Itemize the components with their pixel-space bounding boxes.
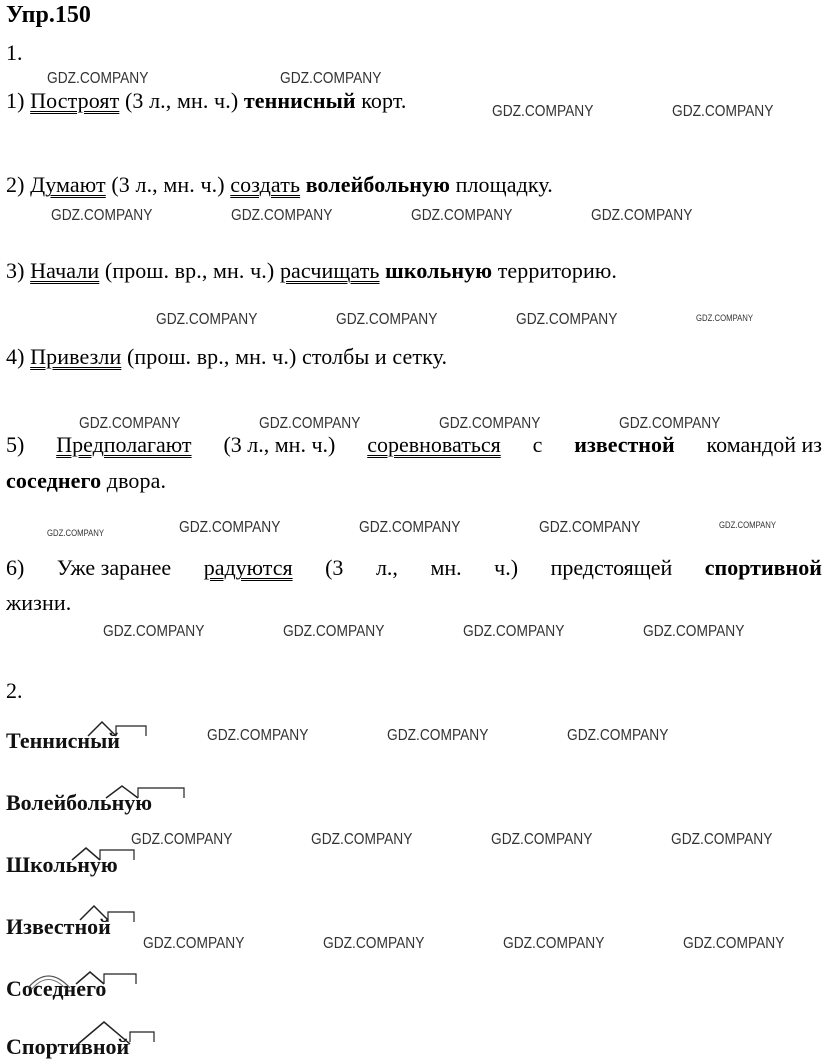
- watermark: GDZ.COMPANY: [491, 831, 593, 848]
- watermark: GDZ.COMPANY: [683, 935, 785, 952]
- watermark: GDZ.COMPANY: [671, 831, 773, 848]
- sentence-6-line-1: [6, 555, 822, 581]
- watermark: GDZ.COMPANY: [696, 313, 754, 323]
- preposition: с: [532, 432, 543, 457]
- adjective: спортивной: [704, 555, 822, 580]
- watermark: GDZ.COMPANY: [439, 415, 541, 432]
- watermark: GDZ.COMPANY: [643, 623, 745, 640]
- predicate: Начали: [30, 258, 100, 283]
- predicate: Предполагают: [56, 432, 192, 457]
- sentence-number: 5): [6, 432, 25, 457]
- morph-word-3: [6, 852, 118, 878]
- sentence-1: [6, 88, 407, 114]
- sentence-middle: предстоящей: [550, 555, 673, 580]
- sentence-number: 2): [6, 172, 25, 197]
- grammar-note: (3 л., мн. ч.): [124, 88, 239, 113]
- watermark: GDZ.COMPANY: [156, 311, 258, 328]
- watermark: GDZ.COMPANY: [47, 70, 149, 87]
- watermark: GDZ.COMPANY: [131, 831, 233, 848]
- morph-word-text: Волейбольную: [6, 790, 153, 815]
- sentence-number: 6): [6, 555, 25, 580]
- morpheme-marks: [6, 1020, 156, 1060]
- predicate: Привезли: [30, 344, 122, 369]
- adjective: волейбольную: [305, 172, 450, 197]
- part-2-label: 2.: [6, 678, 23, 703]
- morph-word-text: Школьную: [6, 852, 118, 877]
- morph-word-text: Известной: [6, 914, 111, 939]
- predicate: радуются: [203, 555, 293, 580]
- sentence-2: [6, 172, 553, 198]
- morph-word-text: Теннисный: [6, 728, 120, 753]
- watermark: GDZ.COMPANY: [51, 207, 153, 224]
- grammar-note: (прош. вр., мн. ч.): [104, 258, 275, 283]
- watermark: GDZ.COMPANY: [411, 207, 513, 224]
- sentence-rest: столбы и сетку.: [301, 344, 448, 369]
- grammar-note-part: л.,: [375, 555, 398, 580]
- watermark: GDZ.COMPANY: [539, 519, 641, 536]
- watermark: GDZ.COMPANY: [231, 207, 333, 224]
- adjective: известной: [574, 432, 675, 457]
- grammar-note: (3 л., мн. ч.): [223, 432, 336, 457]
- watermark: GDZ.COMPANY: [463, 623, 565, 640]
- sentence-number: 3): [6, 258, 25, 283]
- watermark: GDZ.COMPANY: [387, 727, 489, 744]
- morph-word-4: [6, 914, 111, 940]
- sentence-number: 4): [6, 344, 25, 369]
- morpheme-marks: [6, 838, 136, 878]
- watermark: GDZ.COMPANY: [311, 831, 413, 848]
- grammar-note-part: ч.): [494, 555, 519, 580]
- watermark: GDZ.COMPANY: [280, 70, 382, 87]
- watermark: GDZ.COMPANY: [79, 415, 181, 432]
- watermark: GDZ.COMPANY: [143, 935, 245, 952]
- watermark: GDZ.COMPANY: [719, 520, 777, 530]
- exercise-title: Упр.150: [6, 2, 91, 28]
- sentence-5-line-1: [6, 432, 822, 458]
- watermark: GDZ.COMPANY: [567, 727, 669, 744]
- watermark: GDZ.COMPANY: [323, 935, 425, 952]
- sentence-3: [6, 258, 617, 284]
- watermark: GDZ.COMPANY: [503, 935, 605, 952]
- infinitive: создать: [230, 172, 301, 197]
- sentence-rest: корт.: [361, 88, 407, 113]
- sentence-5-line-2: [6, 468, 166, 494]
- sentence-rest: двора.: [106, 468, 167, 493]
- morph-word-text: Спортивной: [6, 1034, 130, 1059]
- watermark: GDZ.COMPANY: [283, 623, 385, 640]
- infinitive: соревноваться: [367, 432, 501, 457]
- grammar-note-part: (3: [325, 555, 344, 580]
- sentence-middle: командой из: [706, 432, 822, 457]
- watermark: GDZ.COMPANY: [47, 528, 105, 538]
- sentence-4: [6, 344, 447, 370]
- sentence-rest: жизни.: [6, 590, 72, 615]
- adjective: школьную: [385, 258, 493, 283]
- watermark: GDZ.COMPANY: [336, 311, 438, 328]
- predicate: Думают: [30, 172, 106, 197]
- watermark: GDZ.COMPANY: [359, 519, 461, 536]
- grammar-note-part: мн.: [430, 555, 462, 580]
- morpheme-marks: [6, 714, 156, 754]
- sentence-rest: территорию.: [497, 258, 618, 283]
- watermark: GDZ.COMPANY: [179, 519, 281, 536]
- watermark: GDZ.COMPANY: [492, 103, 594, 120]
- morpheme-marks: [6, 776, 186, 816]
- morpheme-marks: [6, 900, 136, 940]
- sentence-rest: площадку.: [455, 172, 553, 197]
- morph-word-1: [6, 728, 120, 754]
- grammar-note: (прош. вр., мн. ч.): [126, 344, 297, 369]
- predicate: Построят: [30, 88, 120, 113]
- watermark: GDZ.COMPANY: [619, 415, 721, 432]
- adjective: теннисный: [243, 88, 356, 113]
- watermark: GDZ.COMPANY: [259, 415, 361, 432]
- morph-word-6: [6, 1034, 129, 1060]
- morph-word-2: [6, 790, 152, 816]
- sentence-6-line-2: [6, 590, 71, 616]
- morpheme-marks: [6, 962, 141, 1002]
- infinitive: расчищать: [279, 258, 380, 283]
- watermark: GDZ.COMPANY: [516, 311, 618, 328]
- watermark: GDZ.COMPANY: [103, 623, 205, 640]
- watermark: GDZ.COMPANY: [672, 103, 774, 120]
- watermark: GDZ.COMPANY: [591, 207, 693, 224]
- grammar-note: (3 л., мн. ч.): [111, 172, 225, 197]
- adjective: соседнего: [6, 468, 102, 493]
- sentence-number: 1): [6, 88, 25, 113]
- morph-word-5: [6, 976, 106, 1002]
- part-1-label: 1.: [6, 40, 23, 65]
- morph-word-text: Соседнего: [6, 976, 107, 1001]
- sentence-lead: Уже заранее: [56, 555, 172, 580]
- watermark: GDZ.COMPANY: [207, 727, 309, 744]
